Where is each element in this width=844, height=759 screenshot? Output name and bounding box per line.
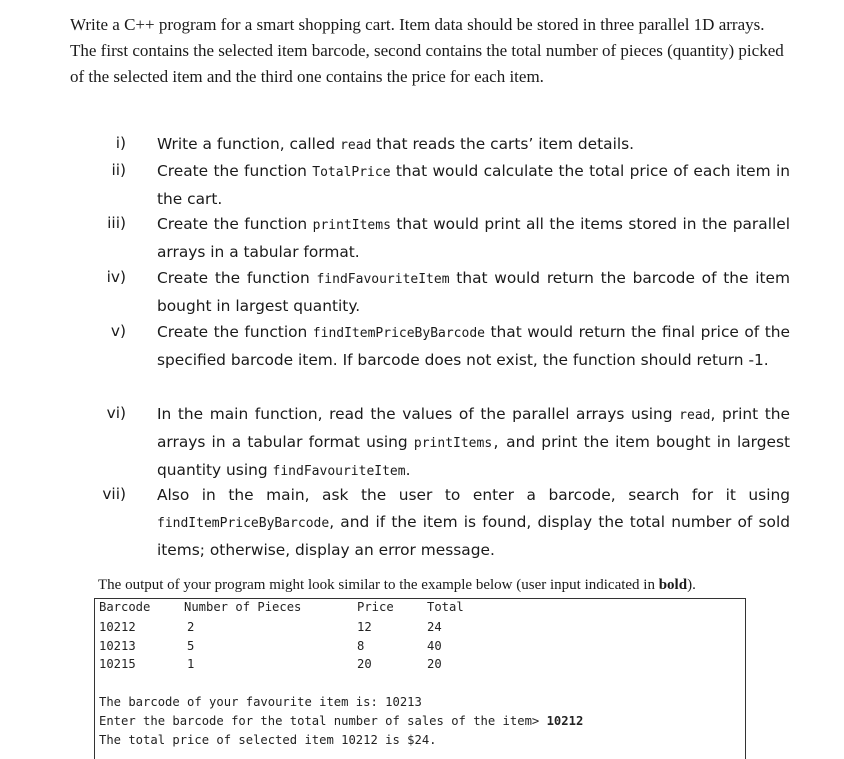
code-printitems: printItems bbox=[312, 218, 391, 233]
code-read: read bbox=[340, 138, 372, 153]
header-pieces: Number of Pieces bbox=[184, 600, 302, 614]
item-number: iii) bbox=[107, 214, 126, 232]
code-finditempricebybarcode: findItemPriceByBarcode bbox=[157, 516, 330, 531]
question-intro: Write a C++ program for a smart shopping cart. Item data should be stored in three parallel 1D arrays. The first contains the selected item barcode, second contains the total number of pieces (quantity) picked of the selected item and the third one contains the price for each item. bbox=[70, 15, 784, 86]
item-text: Create the function printItems that would print all the items stored in the parallel arrays in a tabular format. bbox=[157, 215, 790, 261]
table-cell: 2 bbox=[187, 620, 195, 634]
table-cell: 1 bbox=[187, 657, 195, 671]
favourite-line: The barcode of your favourite item is: 10213 bbox=[99, 695, 422, 709]
table-cell: 8 bbox=[357, 639, 365, 653]
code-findfavouriteitem: findFavouriteItem bbox=[272, 464, 406, 479]
table-cell: 10213 bbox=[99, 639, 136, 653]
header-price: Price bbox=[357, 600, 394, 614]
bold-word: bold bbox=[658, 577, 688, 593]
table-cell: 5 bbox=[187, 639, 195, 653]
code-printitems: printItems, bbox=[413, 436, 500, 451]
item-text: Also in the main, ask the user to enter a barcode, search for it using findItemPriceByBarcode, and if the item is found, display the total number of sold items; otherwise, display an error message. bbox=[157, 486, 790, 559]
user-input: 10212 bbox=[546, 714, 584, 728]
table-cell: 20 bbox=[357, 657, 372, 671]
code-findfavouriteitem: findFavouriteItem bbox=[316, 272, 450, 287]
table-cell: 10212 bbox=[99, 620, 136, 634]
item-text: In the main function, read the values of the parallel arrays using read, print the arrays in a tabular format using printItems, and print the item bought in largest quantity using findFavouriteItem. bbox=[157, 405, 790, 479]
item-text: Create the function TotalPrice that would calculate the total price of each item in the cart. bbox=[157, 162, 790, 208]
table-cell: 40 bbox=[427, 639, 442, 653]
item-number: iv) bbox=[106, 268, 126, 286]
item-number: i) bbox=[115, 134, 126, 152]
prompt-line: Enter the barcode for the total number of sales of the item> 10212 bbox=[99, 714, 584, 728]
table-cell: 10215 bbox=[99, 657, 136, 671]
header-barcode: Barcode bbox=[99, 600, 151, 614]
code-totalprice: TotalPrice bbox=[312, 165, 391, 180]
item-number: v) bbox=[110, 322, 126, 340]
table-cell: 20 bbox=[427, 657, 442, 671]
code-read: read bbox=[679, 408, 711, 423]
item-number: vii) bbox=[102, 485, 126, 503]
result-line: The total price of selected item 10212 is $24. bbox=[99, 733, 437, 747]
table-cell: 12 bbox=[357, 620, 372, 634]
output-caption: The output of your program might look similar to the example below (user input indicated in bold). bbox=[98, 577, 696, 593]
item-number: vi) bbox=[106, 404, 126, 422]
item-number: ii) bbox=[111, 161, 126, 179]
item-text: Create the function findItemPriceByBarcode that would return the final price of the specified barcode item. If barcode does not exist, the function should return -1. bbox=[157, 323, 790, 369]
header-total: Total bbox=[427, 600, 464, 614]
item-text: Create the function findFavouriteItem that would return the barcode of the item bought in largest quantity. bbox=[157, 269, 790, 315]
table-cell: 24 bbox=[427, 620, 442, 634]
sample-output-box bbox=[94, 598, 746, 759]
code-finditempricebybarcode: findItemPriceByBarcode bbox=[312, 326, 485, 341]
item-text: Write a function, called read that reads the carts’ item details. bbox=[157, 135, 635, 153]
